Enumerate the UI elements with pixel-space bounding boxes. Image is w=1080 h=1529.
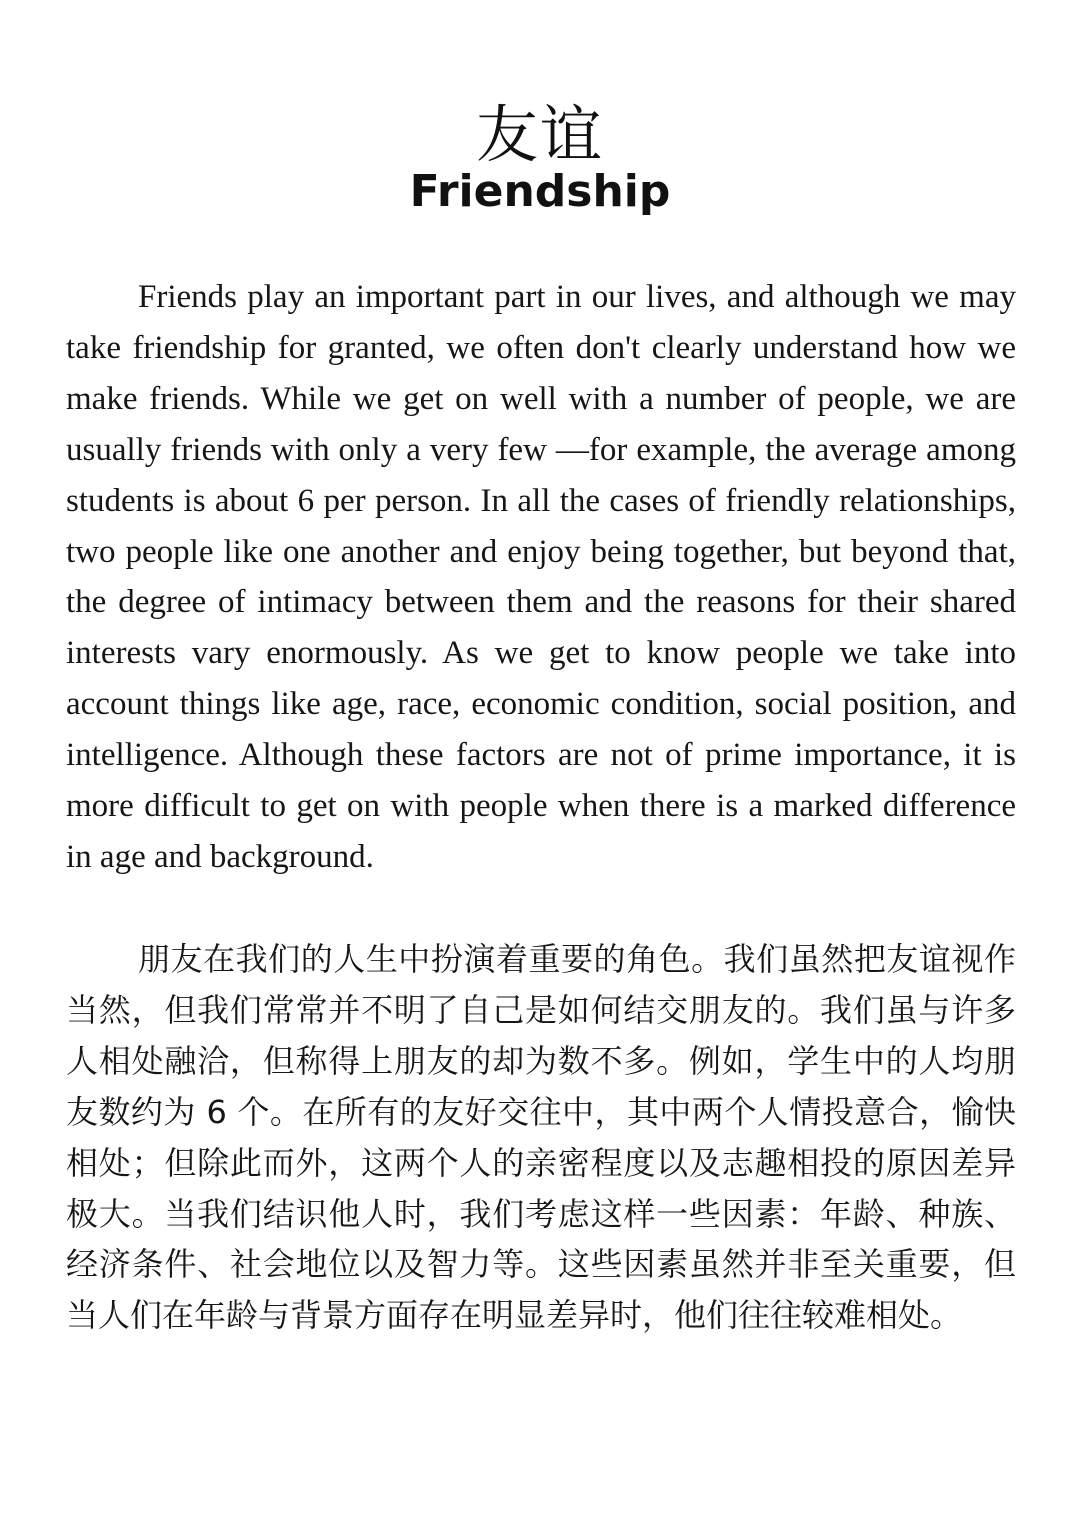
title-chinese: 友谊 xyxy=(475,98,604,171)
paragraph-chinese: 朋友在我们的人生中扮演着重要的角色。我们虽然把友谊视作当然，但我们常常并不明了自己是如何结交朋友的。我们虽与许多人相处融洽，但称得上朋友的却为数不多。例如，学生中的人均朋友数约为 6 个。在所有的友好交往中，其中两个人情投意合，愉快相处；但除此而外，这两个人的亲密程度以及志趣相投的原因差异极大。当我们结识他人时，我们考虑这样一些因素：年龄、种族、经济条件、社会地位以及智力等。这些因素虽然并非至关重要，但当人们在年龄与背景方面存在明显差异时，他们往往较难相处。 xyxy=(66,940,1016,1335)
title-english: Friendship xyxy=(409,166,671,217)
paragraph-english: Friends play an important part in our lives, and although we may take friendship for granted, we often don't clearly understand how we make friends. While we get on well with a number of people, we are usually friends with only a very few —for example, the average among students is about 6 per person. In all the cases of friendly relationships, two people like one another and enjoy being together, but beyond that, the degree of intimacy between them and the reasons for their shared interests vary enormously. As we get to know people we take into account things like age, race, economic condition, social position, and intelligence. Although these factors are not of prime importance, it is more difficult to get on with people when there is a marked difference in age and background. xyxy=(66,279,1016,875)
